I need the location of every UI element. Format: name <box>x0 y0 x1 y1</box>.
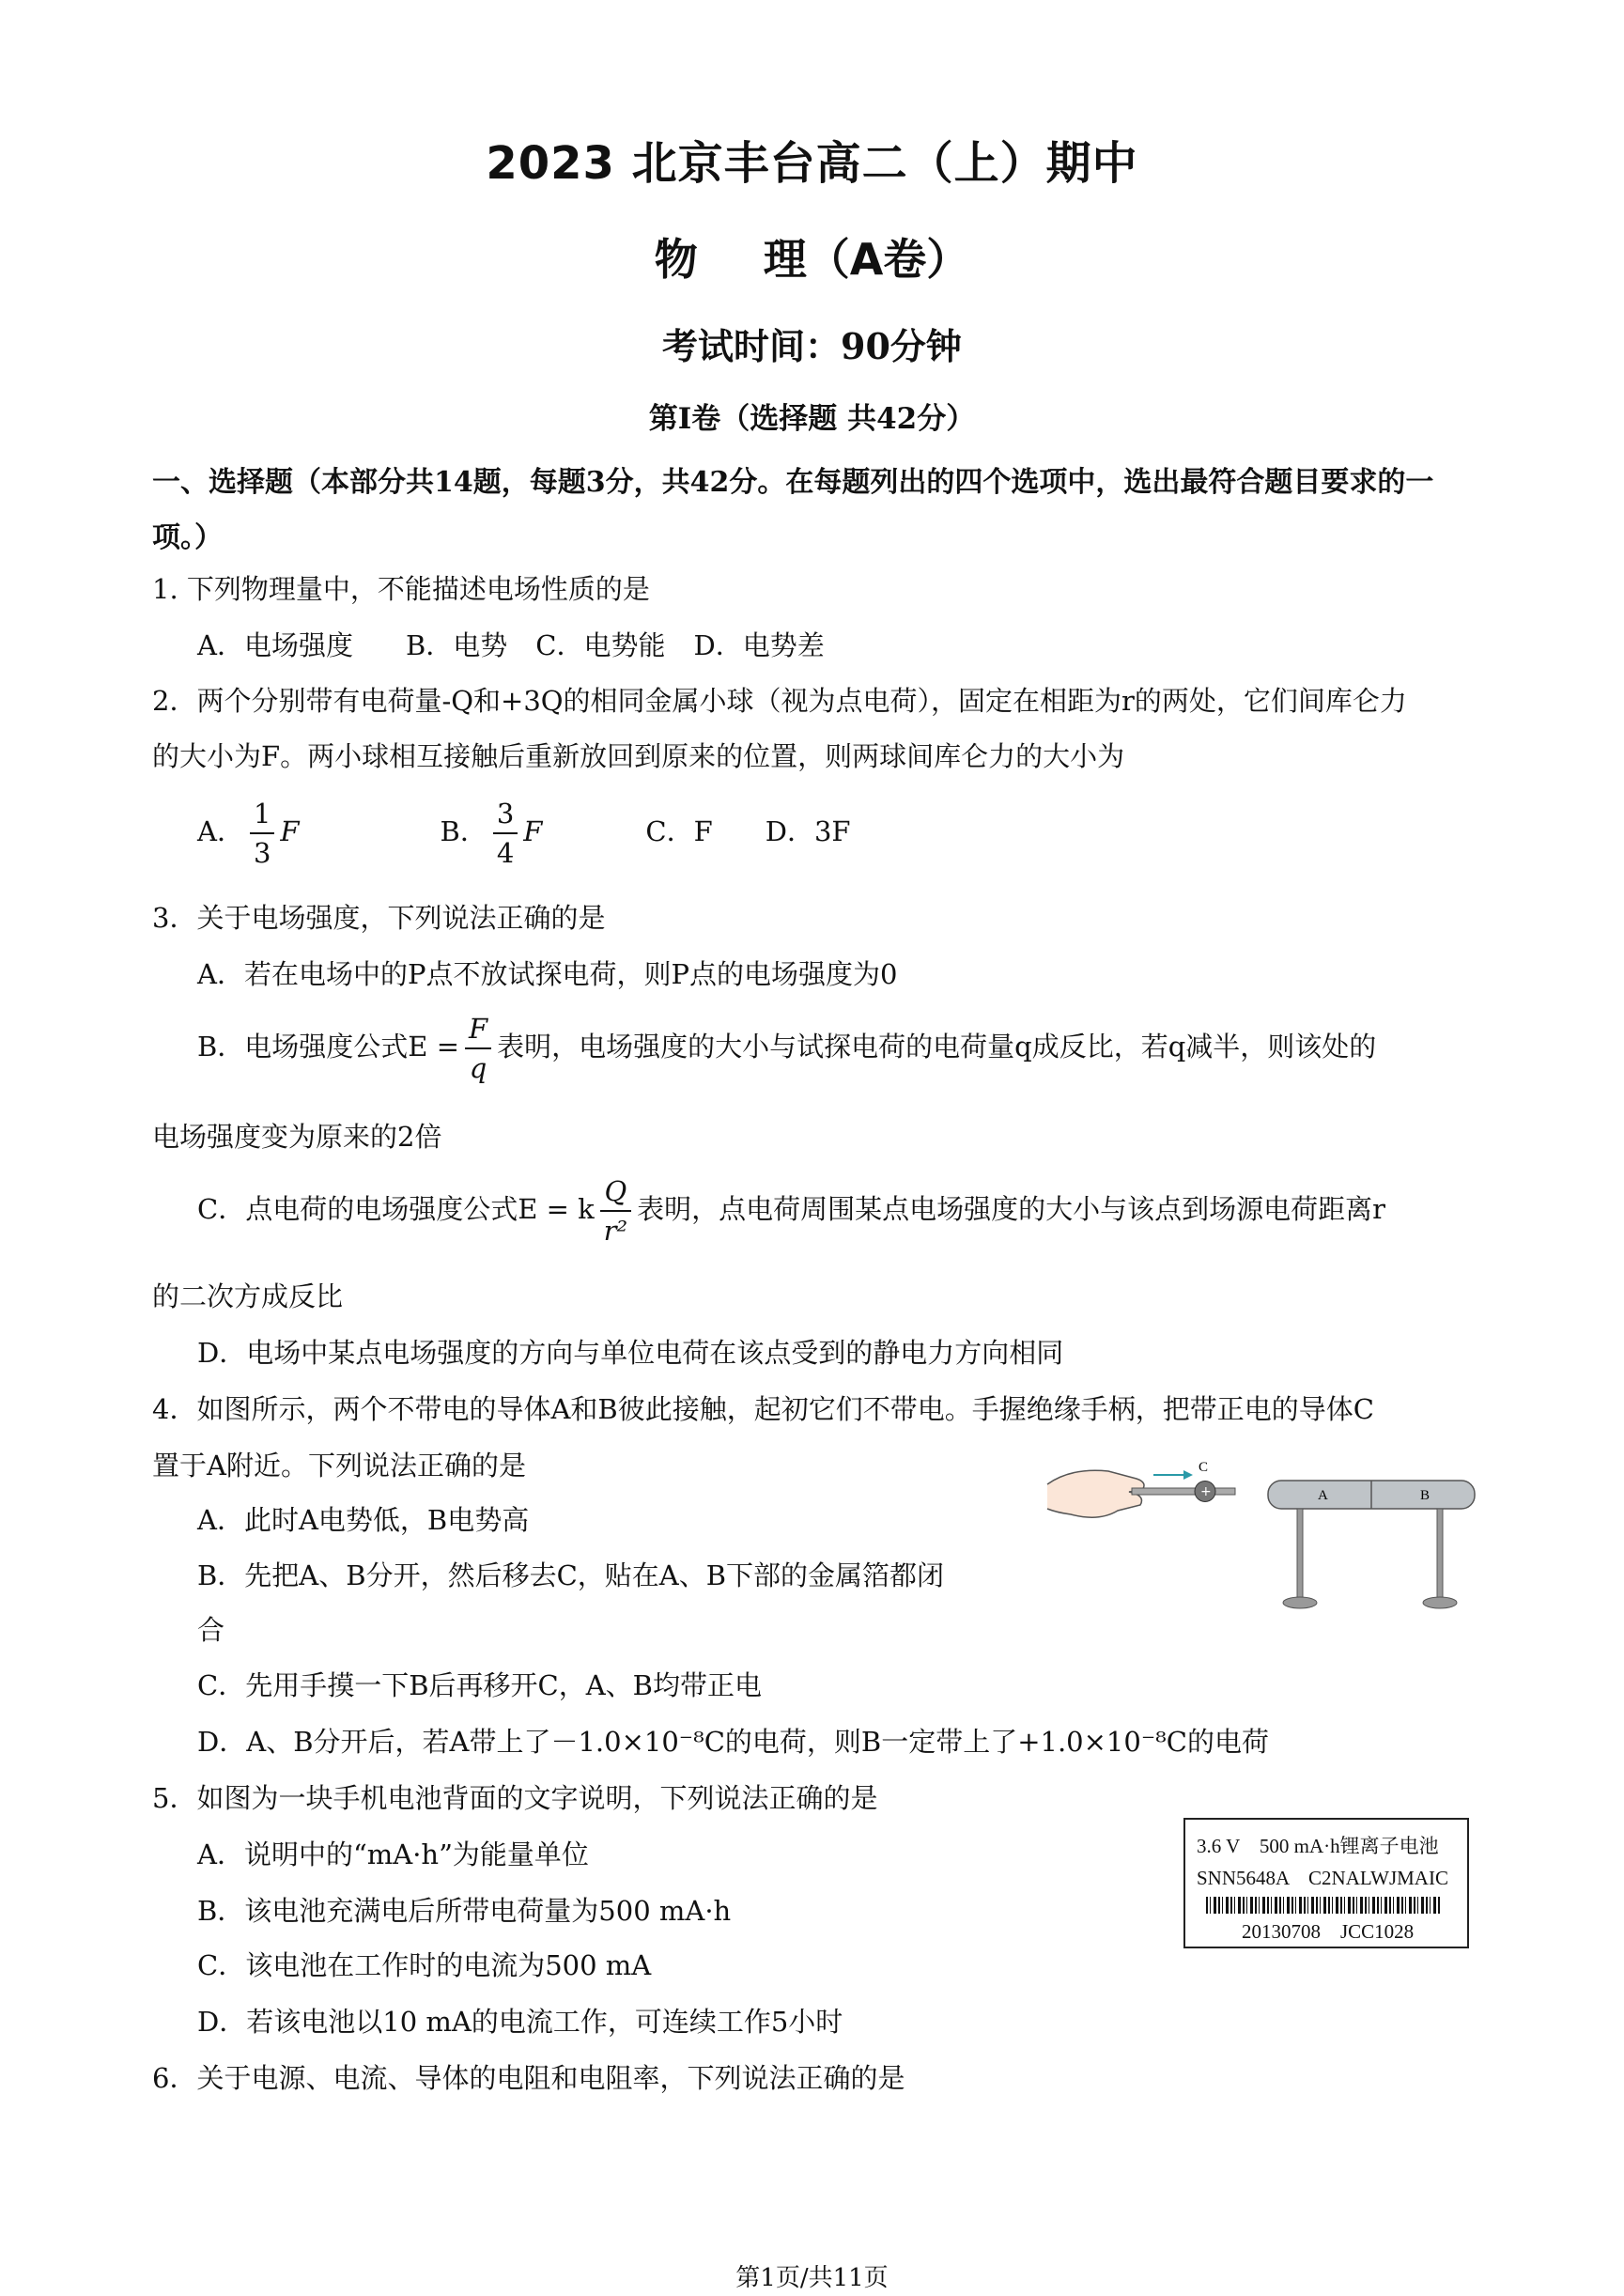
q6-stem: 6．关于电源、电流、导体的电阻和电阻率，下列说法正确的是 <box>152 2062 905 2094</box>
part-title: 第I卷（选择题 共42分） <box>648 402 976 436</box>
q3-option-d: D．电场中某点电场强度的方向与单位电荷在该点受到的静电力方向相同 <box>197 1337 1064 1369</box>
subject-left: 物 <box>654 234 698 285</box>
q2-options <box>197 795 851 872</box>
q1-options <box>197 625 825 663</box>
q4-option-d: D．A、B分开后，若A带上了－1.0×10⁻⁸C的电荷，则B一定带上了+1.0×10⁻⁸C的电荷 <box>197 1726 1269 1758</box>
q3-option-a: A．若在电场中的P点不放试探电荷，则P点的电场强度为0 <box>197 958 898 990</box>
battery-line1: 3.6 V 500 mA·h锂离子电池 <box>1197 1835 1439 1857</box>
q1-option-c: C．电势能 <box>535 629 666 661</box>
q1-option-d: D．电势差 <box>693 629 825 661</box>
q1-option-b: B．电势 <box>405 629 508 661</box>
subject-title <box>0 225 1624 287</box>
svg-text:+: + <box>1200 1484 1212 1499</box>
label-c: C <box>1199 1460 1209 1475</box>
q1-option-a: A．电场强度 <box>197 629 353 661</box>
q5-option-a: A．说明中的“mA·h”为能量单位 <box>197 1838 589 1870</box>
q2-line1: 2．两个分别带有电荷量-Q和+3Q的相同金属小球（视为点电荷），固定在相距为r的两处，它们间库仑力 <box>152 685 1407 717</box>
battery-line2: SNN5648A C2NALWJMAIC <box>1197 1867 1448 1889</box>
q3-option-b-post: 表明，电场强度的大小与试探电荷的电荷量q成反比，若q减半，则该处的 <box>497 1031 1377 1063</box>
q3-option-c <box>197 1172 1385 1249</box>
q3-formula-b: $\frac{F}{q}$ <box>465 1010 491 1087</box>
q5-stem: 5．如图为一块手机电池背面的文字说明，下列说法正确的是 <box>152 1782 878 1814</box>
conductor-figure <box>1043 1447 1484 1616</box>
q2-option-b-var: F <box>523 815 543 847</box>
q2-option-a-fraction: $\frac{1}{3}$ <box>250 795 274 872</box>
q3-option-b-pre: B．电场强度公式E = <box>197 1031 459 1063</box>
q4-option-b-line1: B．先把A、B分开，然后移去C，贴在A、B下部的金属箔都闭 <box>197 1559 945 1591</box>
q5-option-d: D．若该电池以10 mA的电流工作，可连续工作5小时 <box>197 2006 843 2038</box>
q2-option-d: D．3F <box>765 815 851 847</box>
q2-line2: 的大小为F。两小球相互接触后重新放回到原来的位置，则两球间库仑力的大小为 <box>152 740 1125 772</box>
q2-option-c: C．F <box>645 815 713 847</box>
q2-option-a-var: F <box>280 815 300 847</box>
battery-line3: 20130708 JCC1028 <box>1242 1920 1415 1943</box>
q2-option-b-label: B． <box>440 815 487 847</box>
hand-icon <box>1047 1470 1144 1517</box>
instructions-line1: 一、选择题（本部分共14题，每题3分，共42分。在每题列出的四个选项中，选出最符合题目要求的一 <box>152 466 1434 499</box>
battery-label <box>1183 1818 1469 1948</box>
barcode <box>1206 1897 1441 1914</box>
q4-line2: 置于A附近。下列说法正确的是 <box>152 1450 526 1482</box>
q3-formula-c: $\frac{Q}{\text{r²}}$ <box>600 1172 632 1249</box>
q3-option-b-cont: 电场强度变为原来的2倍 <box>152 1121 442 1153</box>
q4-line1: 4．如图所示，两个不带电的导体A和B彼此接触，起初它们不带电。手握绝缘手柄，把带正电的导体C <box>152 1393 1374 1425</box>
q4-option-a: A．此时A电势低，B电势高 <box>197 1504 530 1536</box>
instructions-line2: 项。） <box>152 521 223 554</box>
q2-option-a-label: A． <box>197 815 244 847</box>
q3-option-c-pre: C．点电荷的电场强度公式E = k <box>197 1193 595 1225</box>
page-title: 2023 北京丰台高二（上）期中 <box>486 137 1138 190</box>
q1-stem: 1. 下列物理量中，不能描述电场性质的是 <box>152 573 650 605</box>
label-b: B <box>1420 1488 1431 1503</box>
q3-option-c-post: 表明，点电荷周围某点电场强度的大小与该点到场源电荷距离r <box>637 1193 1386 1225</box>
label-a: A <box>1318 1488 1328 1503</box>
arrow-icon <box>1183 1470 1193 1480</box>
subject-right: 理（A卷） <box>763 234 970 285</box>
q5-option-b: B．该电池充满电后所带电荷量为500 mA·h <box>197 1895 732 1927</box>
page-footer: 第1页/共11页 <box>735 2264 889 2292</box>
q4-option-c: C．先用手摸一下B后再移开C，A、B均带正电 <box>197 1669 762 1701</box>
q4-option-b-line2: 合 <box>197 1614 225 1646</box>
exam-time: 考试时间：90分钟 <box>662 325 962 367</box>
q5-option-c: C．该电池在工作时的电流为500 mA <box>197 1949 652 1981</box>
q2-option-b-fraction: $\frac{3}{4}$ <box>493 795 518 872</box>
q3-option-c-cont: 的二次方成反比 <box>152 1280 344 1312</box>
q3-stem: 3．关于电场强度，下列说法正确的是 <box>152 902 606 934</box>
q3-option-b <box>197 1010 1376 1087</box>
